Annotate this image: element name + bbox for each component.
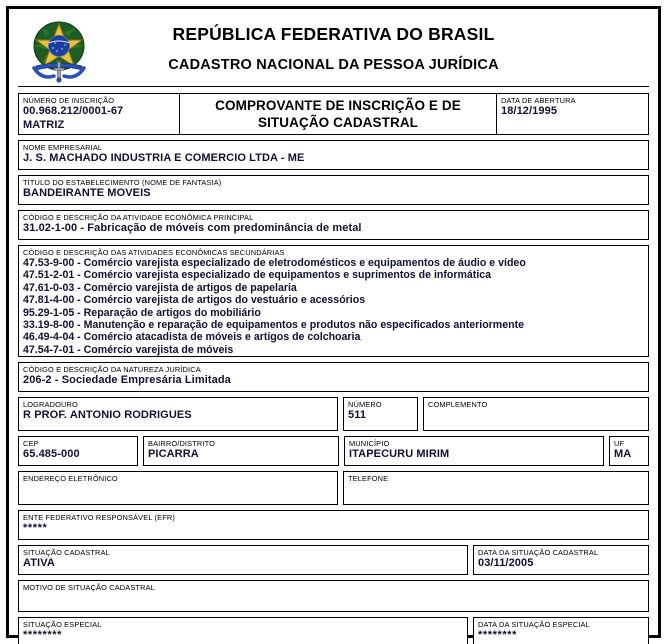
atividade-secundaria-item: 95.29-1-05 - Reparação de artigos do mobiliário [23, 306, 261, 319]
endereco-eletronico-label: ENDEREÇO ELETRÔNICO [23, 474, 118, 483]
document-frame [6, 6, 661, 641]
efr-value: ***** [23, 522, 48, 534]
field-situacao-especial [18, 617, 468, 644]
comprovante-title-cell [179, 94, 496, 134]
atividades-secundarias-label: CÓDIGO E DESCRIÇÃO DAS ATIVIDADES ECONÔMICAS SECUNDÁRIAS [23, 248, 285, 257]
row-efr [18, 510, 649, 540]
numero-inscricao-value: 00.968.212/0001-67 [23, 105, 124, 117]
municipio-label: MUNICÍPIO [349, 439, 390, 448]
row-endereco-linha1 [18, 397, 649, 431]
atividade-secundaria-item: 47.61-0-03 - Comércio varejista de artigos de papelaria [23, 281, 297, 294]
document-inner [9, 9, 658, 641]
field-logradouro [18, 397, 338, 431]
row-situacao-especial [18, 617, 649, 644]
row-atividades-secundarias [18, 245, 649, 357]
field-cep [18, 436, 138, 466]
header-title-block [18, 15, 649, 75]
atividade-secundaria-item: 33.19-8-00 - Manutenção e reparação de equipamentos e produtos não especificados anteriormente [23, 319, 524, 332]
bairro-label: BAIRRO/DISTRITO [148, 439, 215, 448]
row-contato [18, 471, 649, 505]
bairro-value: PICARRA [148, 448, 199, 460]
uf-value: MA [614, 448, 632, 460]
data-situacao-cadastral-label: DATA DA SITUAÇÃO CADASTRAL [478, 548, 599, 557]
situacao-cadastral-value: ATIVA [23, 557, 55, 569]
data-situacao-especial-label: DATA DA SITUAÇÃO ESPECIAL [478, 620, 590, 629]
field-telefone [343, 471, 649, 505]
data-abertura-value: 18/12/1995 [501, 105, 558, 117]
field-data-situacao-especial [473, 617, 649, 644]
titulo-estabelecimento-value: BANDEIRANTE MOVEIS [23, 187, 151, 199]
page-title-cnpj: CADASTRO NACIONAL DA PESSOA JURÍDICA [168, 57, 499, 73]
data-situacao-cadastral-value: 03/11/2005 [478, 557, 534, 569]
field-titulo-estabelecimento [18, 175, 649, 205]
field-situacao-cadastral [18, 545, 468, 575]
row-titulo-estabelecimento [18, 175, 649, 205]
uf-label: UF [614, 439, 625, 448]
logradouro-label: LOGRADOURO [23, 400, 78, 409]
row-natureza-juridica [18, 362, 649, 392]
field-municipio [344, 436, 604, 466]
row-endereco-linha2 [18, 436, 649, 466]
field-motivo-situacao-cadastral [18, 580, 649, 612]
field-bairro [143, 436, 339, 466]
numero-inscricao-label: NÚMERO DE INSCRIÇÃO [23, 96, 115, 105]
field-numero [343, 397, 418, 431]
atividades-secundarias-list [23, 257, 644, 356]
document-header [18, 15, 649, 87]
natureza-juridica-value: 206-2 - Sociedade Empresária Limitada [23, 374, 231, 386]
page-title-republic: REPÚBLICA FEDERATIVA DO BRASIL [172, 24, 495, 44]
field-nome-empresarial [18, 140, 649, 170]
atividade-principal-value: 31.02-1-00 - Fabricação de móveis com predominância de metal [23, 222, 362, 234]
cep-value: 65.485-000 [23, 448, 80, 460]
situacao-cadastral-label: SITUAÇÃO CADASTRAL [23, 548, 110, 557]
logradouro-value: R PROF. ANTONIO RODRIGUES [23, 409, 192, 421]
row-nome-empresarial [18, 140, 649, 170]
municipio-value: ITAPECURU MIRIM [349, 448, 450, 460]
field-complemento [423, 397, 649, 431]
data-situacao-especial-value: ******** [478, 629, 518, 641]
atividade-principal-label: CÓDIGO E DESCRIÇÃO DA ATIVIDADE ECONÔMICA PRINCIPAL [23, 213, 254, 222]
row-situacao-cadastral [18, 545, 649, 575]
atividade-secundaria-item: 47.53-9-00 - Comércio varejista especializado de eletrodomésticos e equipamentos de áudio e vídeo [23, 257, 526, 269]
cep-label: CEP [23, 439, 39, 448]
row-atividade-principal [18, 210, 649, 240]
field-atividades-secundarias [18, 245, 649, 357]
comprovante-title: COMPROVANTE DE INSCRIÇÃO E DE SITUAÇÃO CADASTRAL [215, 98, 461, 130]
field-uf [609, 436, 649, 466]
complemento-label: COMPLEMENTO [428, 400, 488, 409]
situacao-especial-label: SITUAÇÃO ESPECIAL [23, 620, 102, 629]
titulo-estabelecimento-label: TÍTULO DO ESTABELECIMENTO (NOME DE FANTASIA) [23, 178, 222, 187]
natureza-juridica-label: CÓDIGO E DESCRIÇÃO DA NATUREZA JURÍDICA [23, 365, 201, 374]
atividade-secundaria-item: 47.81-4-00 - Comércio varejista de artigos do vestuário e acessórios [23, 294, 366, 307]
atividade-secundaria-item: 46.49-4-04 - Comércio atacadista de móveis e artigos de colchoaria [23, 331, 361, 344]
brazil-coat-of-arms-icon [28, 18, 90, 84]
row-motivo-situacao [18, 580, 649, 612]
situacao-especial-value: ******** [23, 629, 63, 641]
field-data-abertura [496, 94, 648, 134]
atividade-secundaria-item: 47.54-7-01 - Comércio varejista de móveis [23, 343, 234, 356]
field-atividade-principal [18, 210, 649, 240]
field-endereco-eletronico [18, 471, 338, 505]
numero-value: 511 [348, 409, 367, 421]
efr-label: ENTE FEDERATIVO RESPONSÁVEL (EFR) [23, 513, 175, 522]
nome-empresarial-label: NOME EMPRESARIAL [23, 143, 103, 152]
telefone-label: TELEFONE [348, 474, 389, 483]
field-data-situacao-cadastral [473, 545, 649, 575]
field-natureza-juridica [18, 362, 649, 392]
data-abertura-label: DATA DE ABERTURA [501, 96, 576, 105]
atividade-secundaria-item: 47.51-2-01 - Comércio varejista especializado de equipamentos e suprimentos de informática [23, 269, 492, 282]
registration-summary-strip [18, 93, 649, 135]
field-efr [18, 510, 649, 540]
numero-label: NÚMERO [348, 400, 382, 409]
numero-inscricao-type: MATRIZ [23, 118, 65, 131]
motivo-situacao-cadastral-label: MOTIVO DE SITUAÇÃO CADASTRAL [23, 583, 155, 592]
field-numero-inscricao [19, 94, 179, 134]
nome-empresarial-value: J. S. MACHADO INDUSTRIA E COMERCIO LTDA - ME [23, 152, 305, 164]
